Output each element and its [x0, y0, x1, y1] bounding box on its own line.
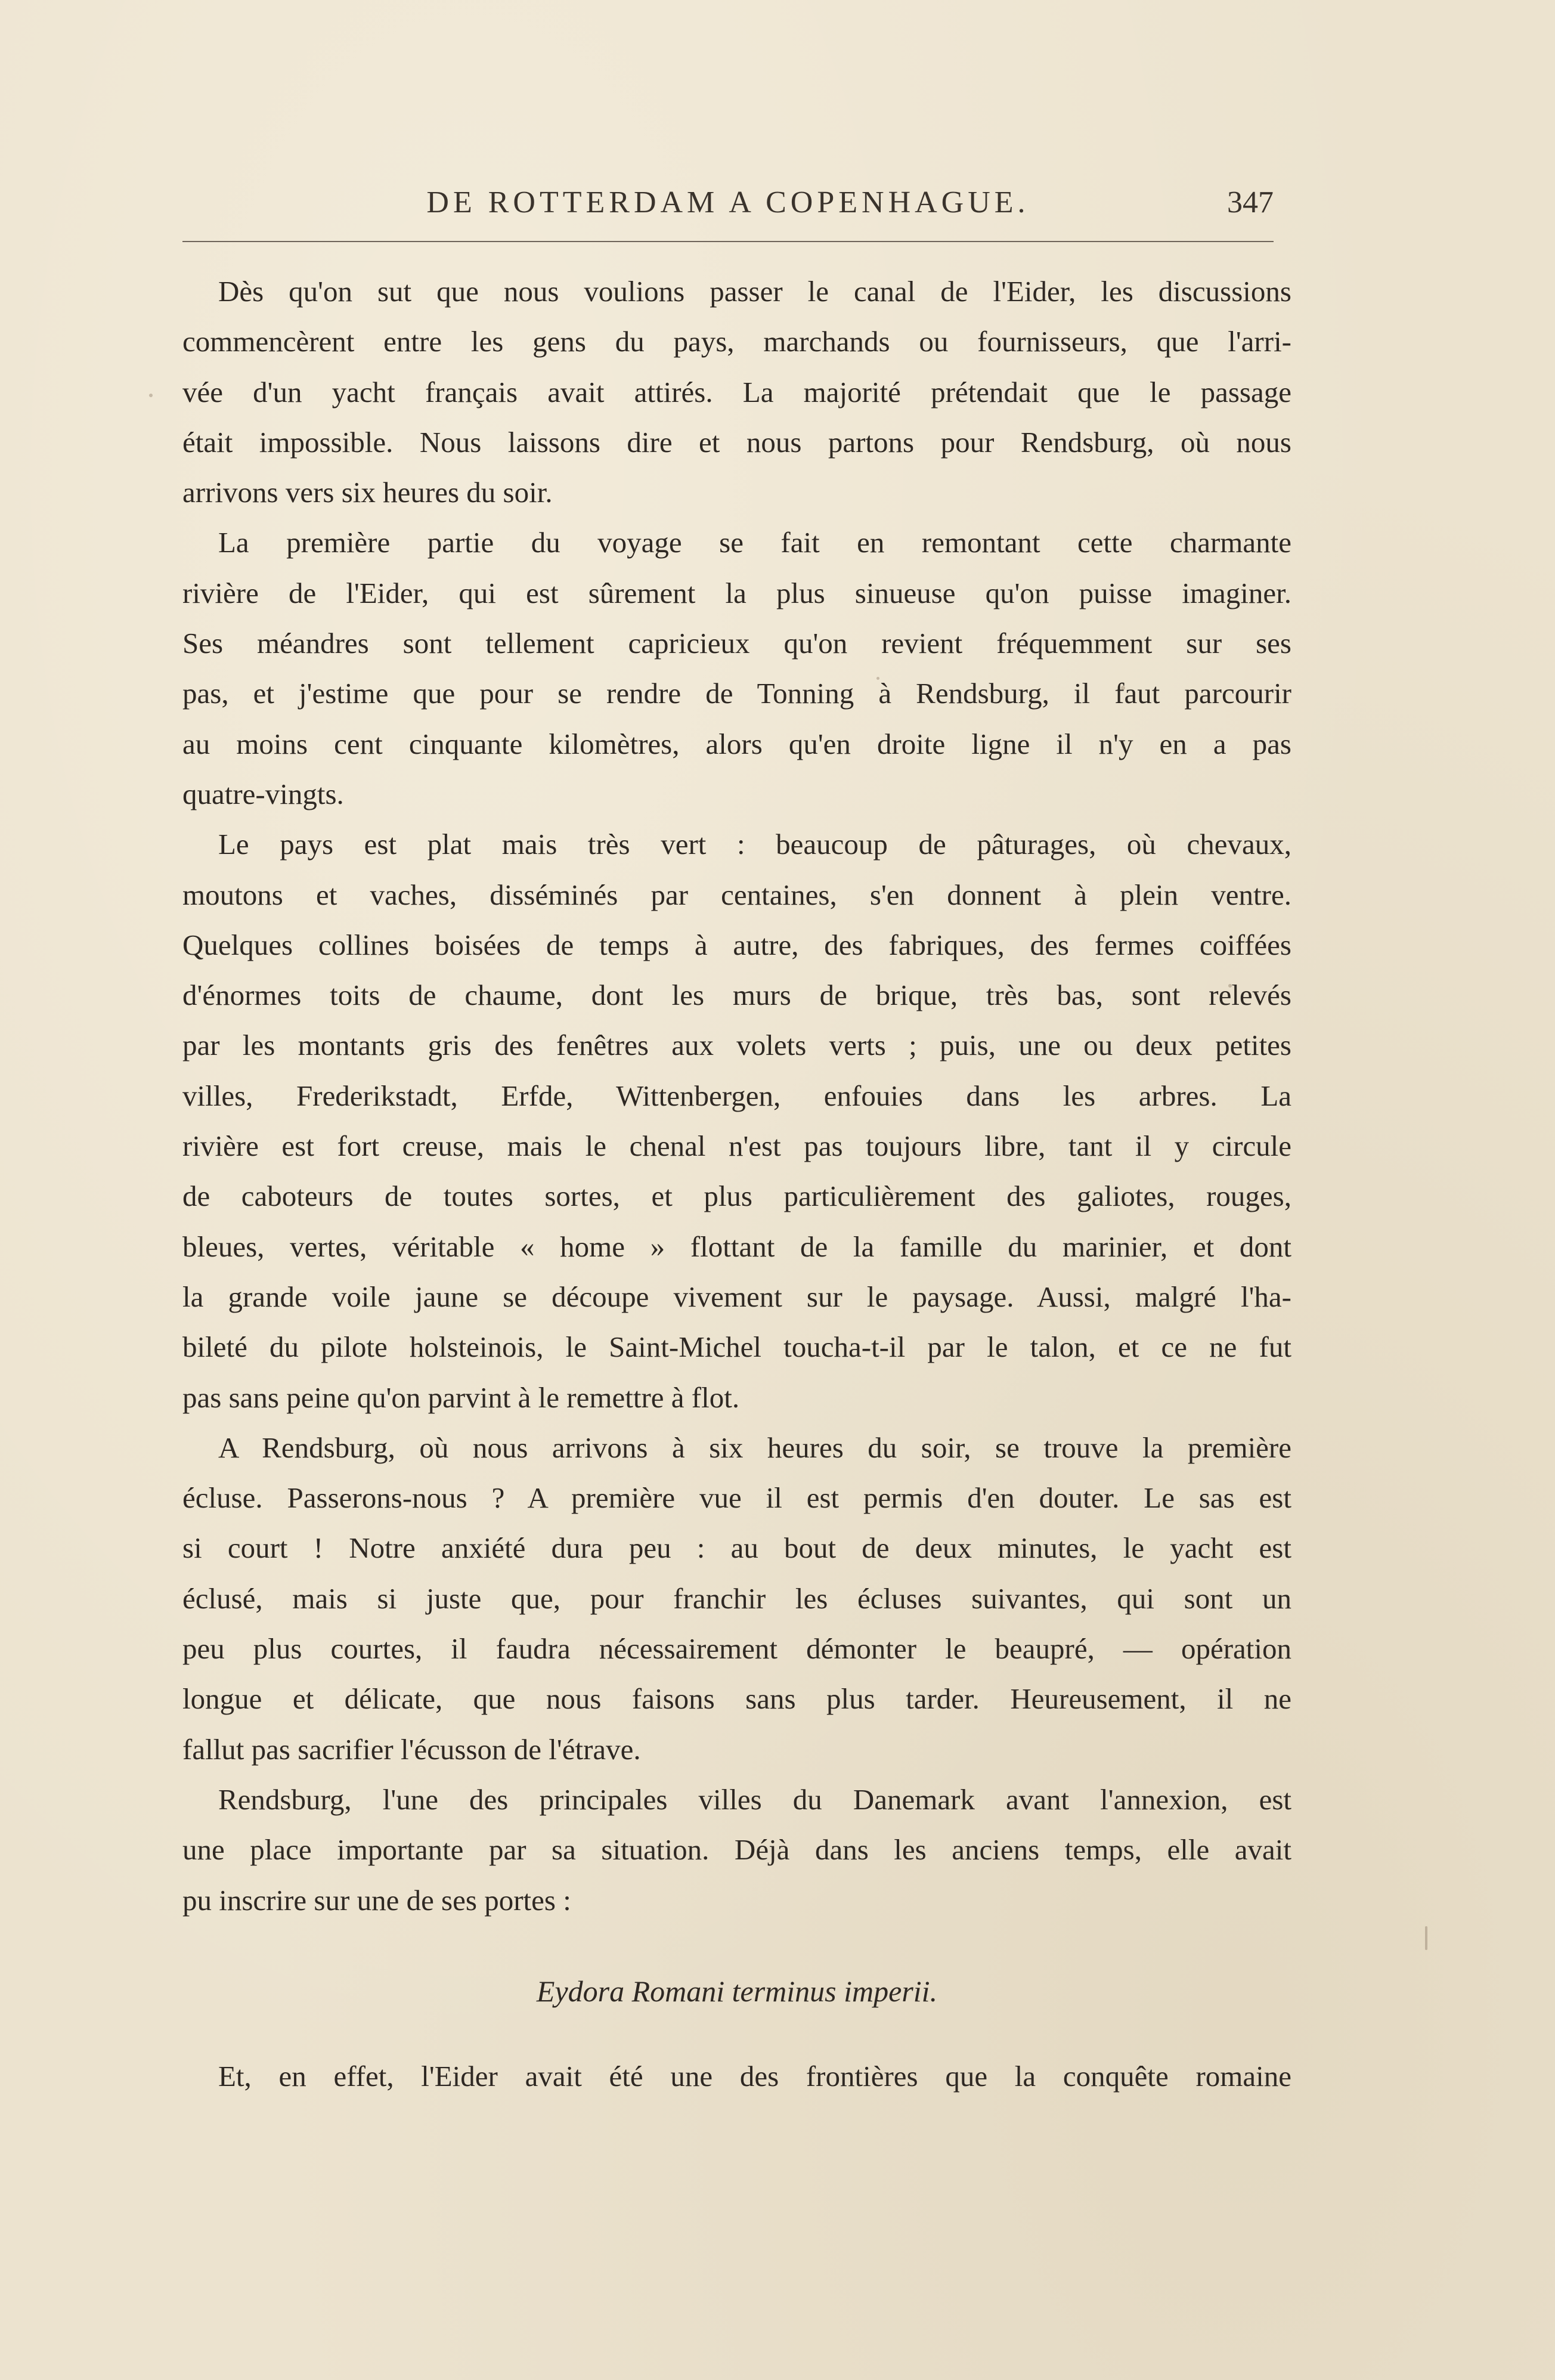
text-line: Le pays est plat mais très vert : beaucoup de pâturages, où chevaux,	[218, 828, 1291, 861]
page-number: 347	[1227, 185, 1274, 219]
page-header	[182, 179, 1274, 233]
text-line: rivière est fort creuse, mais le chenal n'est pas toujours libre, tant il y circule	[182, 1129, 1291, 1163]
text-line: commencèrent entre les gens du pays, marchands ou fournisseurs, que l'arri-	[182, 325, 1291, 358]
final-paragraph	[182, 2051, 1291, 2102]
running-head: DE ROTTERDAM A COPENHAGUE.	[426, 185, 1030, 219]
text-line: Dès qu'on sut que nous voulions passer le canal de l'Eider, les discussions	[218, 275, 1291, 308]
text-line: pas sans peine qu'on parvint à le remettre à flot.	[182, 1381, 740, 1414]
text-line: par les montants gris des fenêtres aux volets verts ; puis, une ou deux petites	[182, 1029, 1291, 1062]
text-line: bleues, vertes, véritable « home » flottant de la famille du marinier, et dont	[182, 1230, 1291, 1263]
paper-speck	[876, 677, 879, 680]
text-line: rivière de l'Eider, qui est sûrement la plus sinueuse qu'on puisse imaginer.	[182, 576, 1291, 609]
text-line: écluse. Passerons-nous ? A première vue il est permis d'en douter. Le sas est	[182, 1481, 1291, 1515]
paper-speck	[149, 394, 153, 397]
text-line: arrivons vers six heures du soir.	[182, 476, 553, 509]
paper-speck	[1121, 686, 1125, 690]
text-line: si court ! Notre anxiété dura peu : au bout de deux minutes, le yacht est	[182, 1531, 1291, 1565]
body-text	[182, 267, 1291, 1926]
text-line: Et, en effet, l'Eider avait été une des frontières que la conquête romaine	[218, 2060, 1291, 2093]
header-rule	[182, 241, 1274, 242]
text-line: Rendsburg, l'une des principales villes du Danemark avant l'annexion, est	[218, 1782, 1291, 1816]
text-line: vée d'un yacht français avait attirés. La majorité prétendait que le passage	[182, 375, 1291, 408]
text-line: pas, et j'estime que pour se rendre de Tonning à Rendsburg, il faut parcourir	[182, 677, 1291, 710]
text-line: la grande voile jaune se découpe vivement sur le paysage. Aussi, malgré l'ha-	[182, 1280, 1291, 1313]
text-line: La première partie du voyage se fait en remontant cette charmante	[218, 526, 1291, 559]
text-line: était impossible. Nous laissons dire et nous partons pour Rendsburg, où nous	[182, 425, 1291, 459]
text-line: longue et délicate, que nous faisons sans plus tarder. Heureusement, il ne	[182, 1682, 1291, 1716]
text-line: fallut pas sacrifier l'écusson de l'étrave.	[182, 1732, 641, 1766]
text-line: bileté du pilote holsteinois, le Saint-Michel toucha-t-il par le talon, et ce ne fut	[182, 1330, 1291, 1364]
text-line: éclusé, mais si juste que, pour franchir les écluses suivantes, qui sont un	[182, 1581, 1291, 1615]
paper-speck	[1425, 1926, 1427, 1950]
text-line: de caboteurs de toutes sortes, et plus particulièrement des galiotes, rouges,	[182, 1180, 1291, 1213]
paper-speck	[1228, 984, 1232, 988]
latin-inscription: Eydora Romani terminus imperii.	[536, 1974, 938, 2008]
text-line: Quelques collines boisées de temps à autre, des fabriques, des fermes coiffées	[182, 928, 1291, 961]
text-line: villes, Frederikstadt, Erfde, Wittenbergen, enfouies dans les arbres. La	[182, 1079, 1291, 1112]
text-line: au moins cent cinquante kilomètres, alors qu'en droite ligne il n'y en a pas	[182, 727, 1291, 760]
text-line: une place importante par sa situation. Déjà dans les anciens temps, elle avait	[182, 1833, 1291, 1867]
text-line: pu inscrire sur une de ses portes :	[182, 1883, 571, 1917]
text-line: quatre-vingts.	[182, 777, 344, 810]
text-line: moutons et vaches, disséminés par centaines, s'en donnent à plein ventre.	[182, 878, 1291, 911]
text-line: Ses méandres sont tellement capricieux qu'on revient fréquemment sur ses	[182, 627, 1291, 660]
text-line: d'énormes toits de chaume, dont les murs de brique, très bas, sont relevés	[182, 979, 1291, 1012]
text-line: peu plus courtes, il faudra nécessairement démonter le beaupré, — opération	[182, 1632, 1291, 1666]
text-line: A Rendsburg, où nous arrivons à six heures du soir, se trouve la première	[218, 1431, 1291, 1464]
